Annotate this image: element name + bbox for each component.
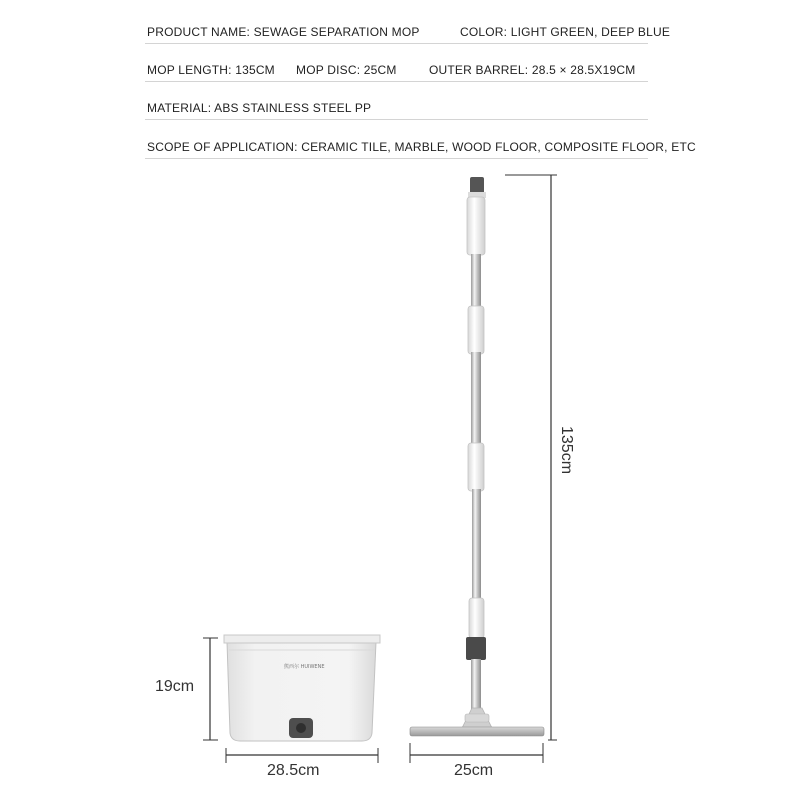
mop-handle-grip [467,197,485,255]
outer-barrel-text: OUTER BARREL: 28.5 × 28.5X19CM [429,63,636,77]
mop-width-dimension [410,743,543,763]
bucket-logo: 熊西尔 HUIWENE [284,664,325,670]
mop-top-cap [470,177,484,194]
mop-disc-text: MOP DISC: 25CM [296,63,397,77]
bucket-height-label: 19cm [155,678,195,695]
mop-height-dimension [505,175,557,740]
color-text: COLOR: LIGHT GREEN, DEEP BLUE [460,25,671,39]
mop-joint-upper [468,306,484,354]
bucket-rim [224,635,380,643]
scope-text: SCOPE OF APPLICATION: CERAMIC TILE, MARBLE, WOOD FLOOR, COMPOSITE FLOOR, ETC [147,140,696,154]
mop-width-label: 25cm [454,762,494,779]
bucket-height-dimension [203,638,218,740]
product-name-text: PRODUCT NAME: SEWAGE SEPARATION MOP [147,25,420,39]
mop [410,177,544,736]
bucket-width-dimension [226,748,378,763]
mop-pad [410,727,544,736]
bucket-width-label: 28.5cm [267,762,320,779]
mop-collar [466,637,486,660]
mop-joint-lower [468,443,484,491]
mop-height-label: 135cm [558,426,575,475]
mop-length-text: MOP LENGTH: 135CM [147,63,275,77]
material-text: MATERIAL: ABS STAINLESS STEEL PP [147,101,372,115]
bucket [224,635,380,741]
